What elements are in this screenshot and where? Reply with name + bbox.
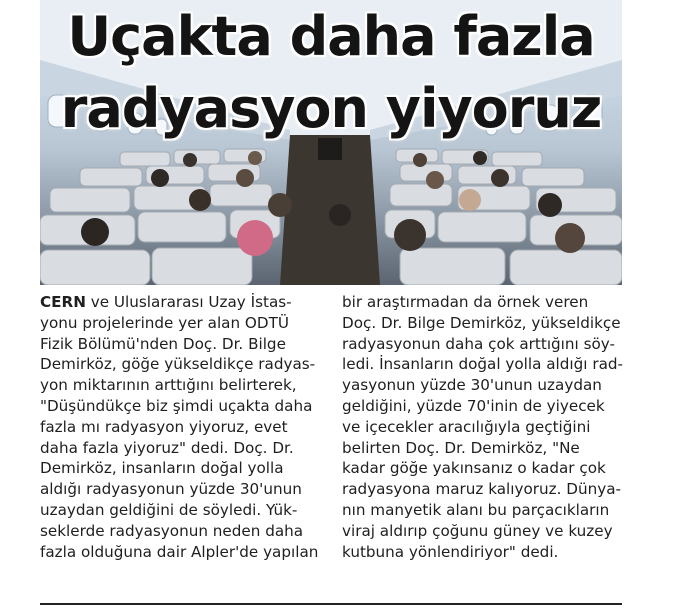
text-line: daha fazla yiyoruz" dedi. Doç. Dr. [40, 438, 294, 457]
text-line: yasyonun yüzde 30'unun uzaydan [342, 376, 602, 395]
headline-line-2: radyasyon yiyoruz [60, 77, 602, 140]
text-line: fazla mı radyasyon yiyoruz, evet [40, 417, 288, 436]
text-line: Fizik Bölümü'nden Doç. Dr. Bilge [40, 334, 286, 353]
text-line: nın manyetik alanı bu parçacıkların [342, 500, 610, 519]
text-line: kadar göğe yakınsanız o kadar çok [342, 459, 606, 478]
text-line: geldiğini, yüzde 70'inin de yiyecek [342, 396, 605, 415]
text-line: viraj aldırıp çoğunu güney ve kuzey [342, 521, 613, 540]
lead-word: CERN [40, 293, 86, 311]
bottom-rule [40, 603, 622, 605]
text-line: yonu projelerinde yer alan ODTÜ [40, 313, 289, 332]
text-line: bir araştırmadan da örnek veren [342, 293, 589, 311]
text-line: "Düşündükçe biz şimdi uçakta daha [40, 396, 313, 415]
text-line: aldığı radyasyonun yüzde 30'unun [40, 480, 302, 499]
text-line: Demirköz, insanların doğal yolla [40, 459, 284, 478]
article-column-right [342, 292, 627, 562]
text-line: seklerde radyasyonun neden daha [40, 521, 304, 540]
text-line: kutbuna yönlendiriyor" dedi. [342, 542, 559, 561]
article-column-left [40, 292, 325, 562]
text-line: uzaydan geldiğini de söyledi. Yük- [40, 500, 298, 519]
text-line: radyasyonun daha çok arttığını söy- [342, 334, 615, 353]
text-line: ledi. İnsanların doğal yolla aldığı rad- [342, 355, 623, 374]
text-line: Doç. Dr. Bilge Demirköz, yükseldikçe [342, 313, 621, 332]
headline-line-1: Uçakta daha fazla [67, 5, 595, 68]
text-line: fazla olduğuna dair Alpler'de yapılan [40, 542, 319, 561]
text-line: Demirköz, göğe yükseldikçe radyas- [40, 355, 316, 374]
text-line: radyasyona maruz kalıyoruz. Dünya- [342, 480, 621, 499]
text-line: CERN ve Uluslararası Uzay İstas- [40, 293, 292, 311]
text-line: yon miktarının arttığını belirterek, [40, 376, 297, 395]
text-line: ve içecekler aracılığıyla geçtiğini [342, 417, 591, 436]
text-line: belirten Doç. Dr. Demirköz, "Ne [342, 438, 580, 457]
